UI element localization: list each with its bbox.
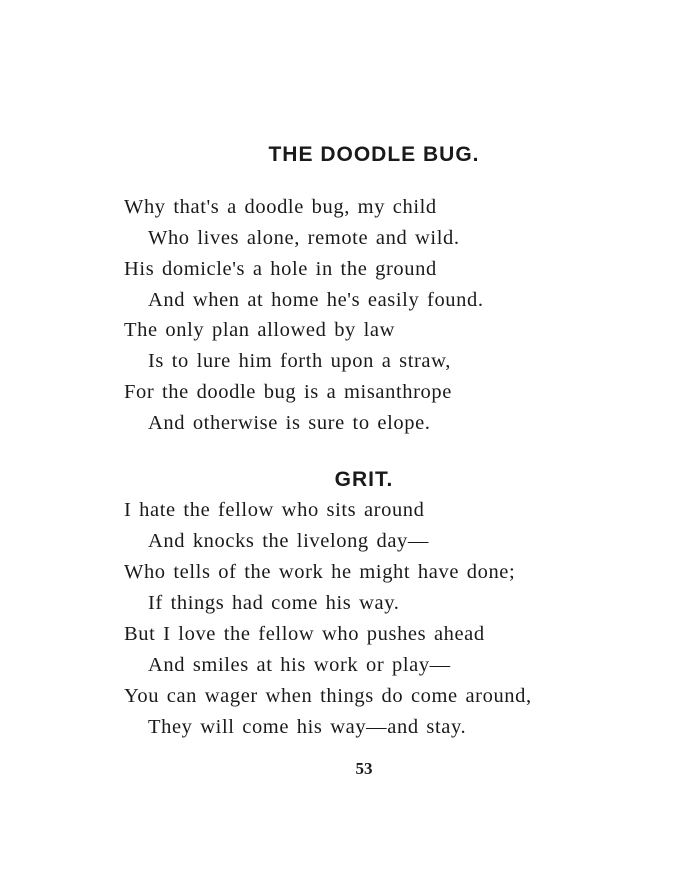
poem-line: I hate the fellow who sits around: [124, 499, 425, 521]
poem-line: Who tells of the work he might have done;: [124, 561, 516, 583]
poem-line: Is to lure him forth upon a straw,: [148, 350, 451, 372]
poem-line: You can wager when things do come around,: [124, 685, 532, 707]
poem-line: But I love the fellow who pushes ahead: [124, 623, 485, 645]
poem-line: And smiles at his work or play—: [148, 654, 451, 676]
poem-line: Why that's a doodle bug, my child: [124, 196, 437, 218]
poem-line: And knocks the livelong day—: [148, 530, 430, 552]
poem-line: And when at home he's easily found.: [148, 289, 484, 311]
poem-line: If things had come his way.: [148, 592, 400, 614]
poem-title-doodle-bug: THE DOODLE BUG.: [268, 143, 480, 166]
poem-line: And otherwise is sure to elope.: [148, 412, 431, 434]
poem-line: Who lives alone, remote and wild.: [148, 227, 460, 249]
page-number: 53: [355, 759, 373, 778]
poem-line: The only plan allowed by law: [124, 319, 396, 341]
poem-line: They will come his way—and stay.: [148, 716, 467, 738]
poem-line: For the doodle bug is a misanthrope: [124, 381, 452, 403]
poem-title-grit: GRIT.: [334, 468, 394, 491]
poem-line: His domicle's a hole in the ground: [124, 258, 437, 280]
